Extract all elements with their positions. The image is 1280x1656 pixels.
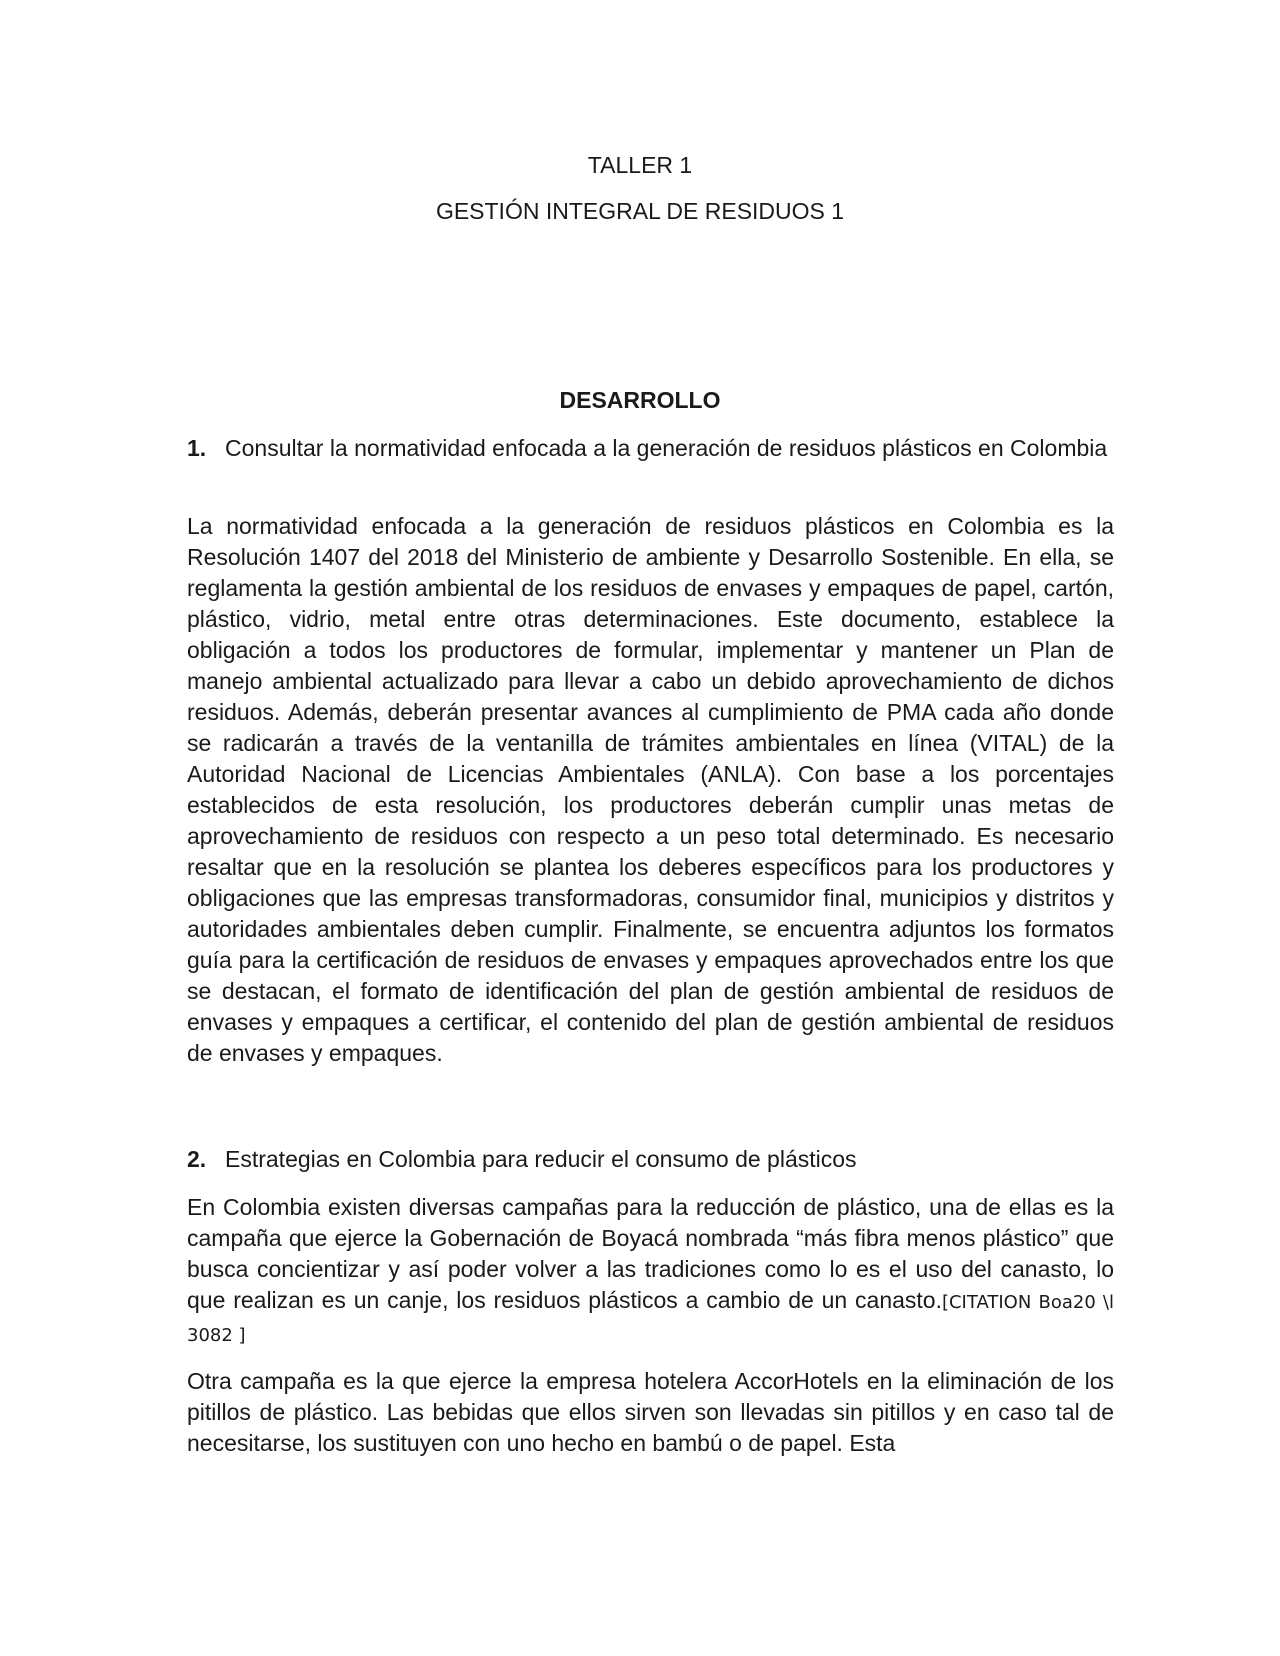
document-title: TALLER 1	[587, 152, 693, 178]
document-subtitle: GESTIÓN INTEGRAL DE RESIDUOS 1	[435, 198, 845, 224]
question-2	[187, 1144, 1114, 1175]
question-1-text: Consultar la normatividad enfocada a la generación de residuos plásticos en Colombia	[225, 435, 1108, 461]
section-heading: DESARROLLO	[559, 387, 721, 413]
question-2-text: Estrategias en Colombia para reducir el consumo de plásticos	[225, 1146, 857, 1172]
question-1-number: 1.	[187, 435, 207, 461]
answer-1-paragraph: La normatividad enfocada a la generación de residuos plásticos en Colombia es la Resolución 1407 del 2018 del Ministerio de ambiente y Desarrollo Sostenible. En ella, se reglamenta la gestión ambiental de los residuos de envases y empaques de papel, cartón, plástico, vidrio, metal entre otras determinaciones. Este documento, establece la obligación a todos los productores de formular, implementar y mantener un Plan de manejo ambiental actualizado para llevar a cabo un debido aprovechamiento de dichos residuos. Además, deberán presentar avances al cumplimiento de PMA cada año donde se radicarán a través de la ventanilla de trámites ambientales en línea (VITAL) de la Autoridad Nacional de Licencias Ambientales (ANLA). Con base a los porcentajes establecidos de esta resolución, los productores deberán cumplir unas metas de aprovechamiento de residuos con respecto a un peso total determinado. Es necesario resaltar que en la resolución se plantea los deberes específicos para los productores y obligaciones que las empresas transformadoras, consumidor final, municipios y distritos y autoridades ambientales deben cumplir. Finalmente, se encuentra adjuntos los formatos guía para la certificación de residuos de envases y empaques aprovechados entre los que se destacan, el formato de identificación del plan de gestión ambiental de residuos de envases y empaques a certificar, el contenido del plan de gestión ambiental de residuos de envases y empaques.	[187, 513, 1114, 1066]
answer-2-paragraph	[187, 1192, 1114, 1351]
answer-2-text: En Colombia existen diversas campañas para la reducción de plástico, una de ellas es la campaña que ejerce la Gobernación de Boyacá nombrada “más fibra menos plástico” que busca concientizar y así poder volver a las tradiciones como lo es el uso del canasto, lo que realizan es un canje, los residuos plásticos a cambio de un canasto.	[187, 1194, 1114, 1313]
answer-3-paragraph: Otra campaña es la que ejerce la empresa hotelera AccorHotels en la eliminación de los pitillos de plástico. Las bebidas que ellos sirven son llevadas sin pitillos y en caso tal de necesitarse, los sustituyen con uno hecho en bambú o de papel. Esta	[187, 1368, 1114, 1456]
question-2-number: 2.	[187, 1146, 207, 1172]
citation-field: [CITATION Boa20 \l 3082 ]	[187, 1292, 1114, 1346]
question-1	[187, 433, 1114, 464]
